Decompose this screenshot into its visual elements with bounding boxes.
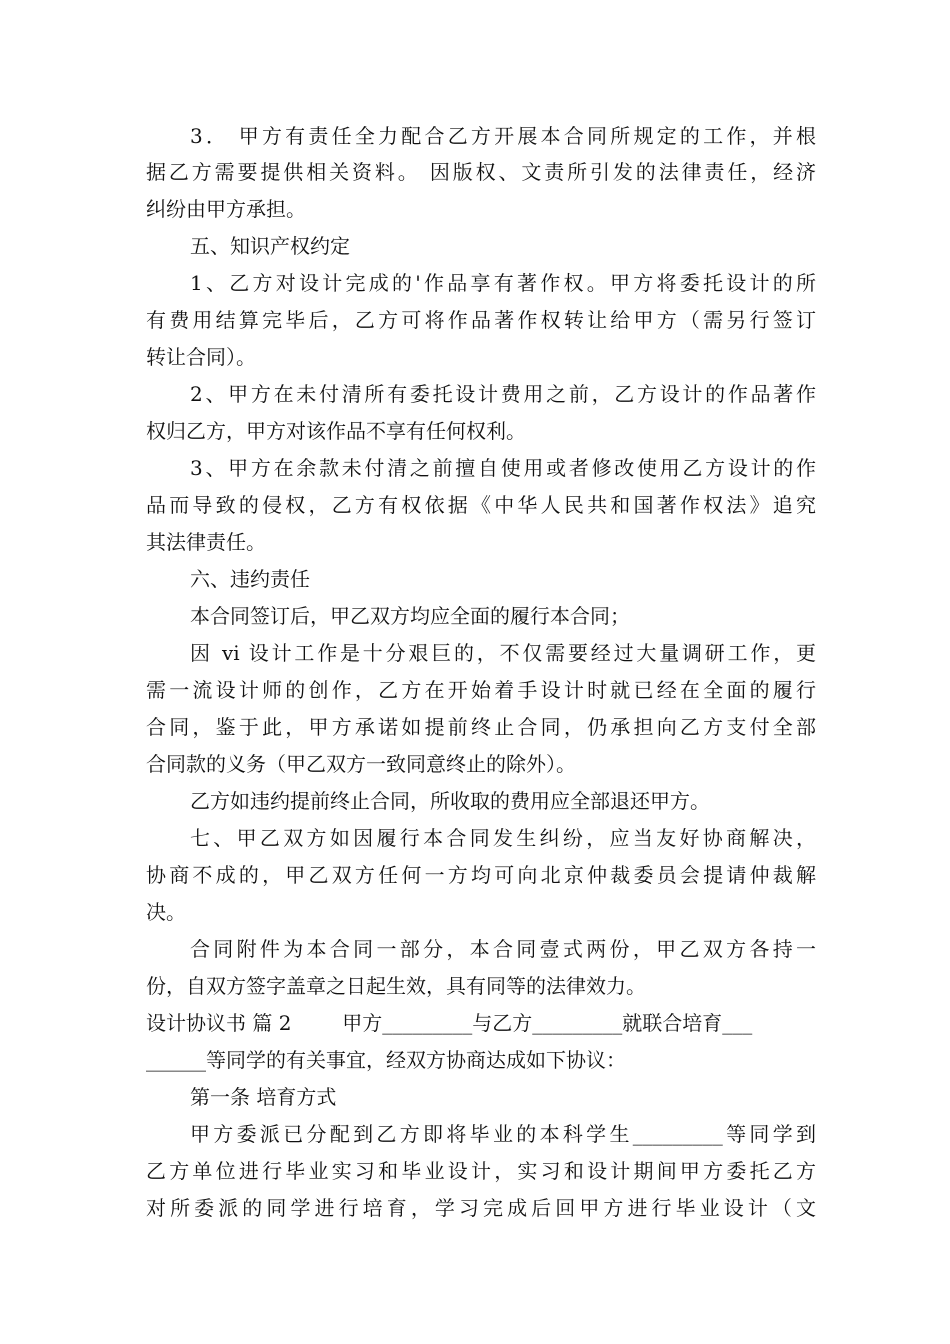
article-title-line: 设计协议书 篇 2 甲方_________与乙方_________就联合培育___ [146,1011,753,1035]
text-line: 份，自双方签字盖章之日起生效，具有同等的法律效力。 [146,974,646,998]
section-heading: 五、知识产权约定 [190,234,350,258]
text-line: 甲方委派已分配到乙方即将毕业的本科学生_________等同学到 [190,1122,816,1146]
text-line: 品而导致的侵权，乙方有权依据《中华人民共和国著作权法》追究 [146,493,816,517]
text-line: 转让合同）。 [146,345,256,369]
section-heading: 七、甲乙双方如因履行本合同发生纠纷，应当友好协商解决， [190,826,816,850]
text-line: 合同附件为本合同一部分，本合同壹式两份，甲乙双方各持一 [190,937,816,961]
text-line: 合同款的义务（甲乙双方一致同意终止的除外）。 [146,752,576,776]
text-line: 合同，鉴于此，甲方承诺如提前终止合同，仍承担向乙方支付全部 [146,715,816,739]
text-line: ______等同学的有关事宜，经双方协商达成如下协议： [146,1048,626,1072]
text-line: 乙方单位进行毕业实习和毕业设计，实习和设计期间甲方委托乙方 [146,1159,816,1183]
section-heading: 第一条 培育方式 [190,1085,337,1109]
section-heading: 六、违约责任 [190,567,310,591]
text-line: 3、甲方在余款未付清之前擅自使用或者修改使用乙方设计的作 [190,456,816,480]
text-line: 有费用结算完毕后，乙方可将作品著作权转让给甲方（需另行签订 [146,308,816,332]
text-line: 需一流设计师的创作，乙方在开始着手设计时就已经在全面的履行 [146,678,816,702]
text-line: 权归乙方，甲方对该作品不享有任何权利。 [146,419,526,443]
text-line: 本合同签订后，甲乙双方均应全面的履行本合同； [190,604,630,628]
text-line: 其法律责任。 [146,530,266,554]
text-line: 2、甲方在未付清所有委托设计费用之前，乙方设计的作品著作 [190,382,816,406]
text-line: 纠纷由甲方承担。 [146,197,306,221]
text-line: 1、乙方对设计完成的'作品享有著作权。甲方将委托设计的所 [190,271,816,295]
text-line: 决。 [146,900,186,924]
text-line: 据乙方需要提供相关资料。 因版权、文责所引发的法律责任，经济 [146,160,816,184]
text-line: 协商不成的，甲乙双方任何一方均可向北京仲裁委员会提请仲裁解 [146,863,816,887]
text-line: 对所委派的同学进行培育，学习完成后回甲方进行毕业设计（文 [146,1196,816,1220]
text-line: 因 vi 设计工作是十分艰巨的，不仅需要经过大量调研工作，更 [190,641,816,665]
text-line: 3． 甲方有责任全力配合乙方开展本合同所规定的工作，并根 [190,124,816,148]
text-line: 乙方如违约提前终止合同，所收取的费用应全部退还甲方。 [190,789,710,813]
